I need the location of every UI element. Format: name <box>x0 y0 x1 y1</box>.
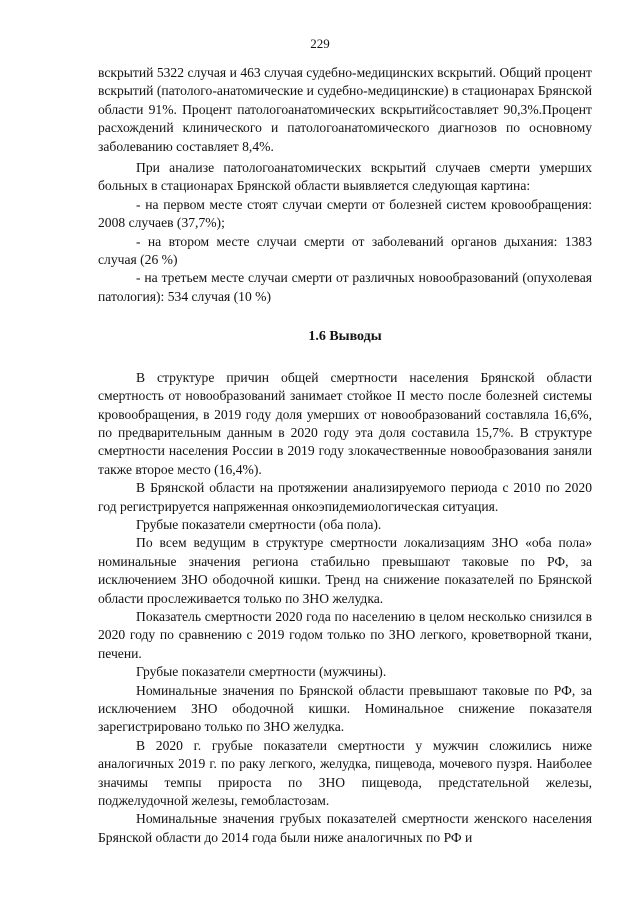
list-item-third-place: - на третьем месте случаи смерти от различных новообразований (опухолевая патология): 534 случая (10 %) <box>98 270 592 304</box>
page-number: 229 <box>310 36 330 51</box>
section-heading: 1.6 Выводы <box>308 329 382 345</box>
paragraph-men-values: Номинальные значения по Брянской области превышают таковые по РФ, за исключением ЗНО ободочной кишки. Номинальное снижение показателя зарегистрировано только по ЗНО желудка. <box>98 682 592 735</box>
subheading-both-sexes: Грубые показатели смертности (оба пола). <box>136 516 382 532</box>
list-item-second-place: - на втором месте случаи смерти от заболеваний органов дыхания: 1383 случая (26 %) <box>98 233 592 268</box>
paragraph-men-2020: В 2020 г. грубые показатели смертности у мужчин сложились ниже аналогичных 2019 г. по раку легкого, желудка, пищевода, мочевого пузря. Наиболее значимы темпы прироста по ЗНО пищевода, предстательной железы, поджелудочной железы, гемобластозам. <box>98 737 592 809</box>
paragraph-women-values: Номинальные значения грубых показателей смертности женского населения Брянской области до 2014 года были ниже аналогичных по РФ и <box>98 811 592 845</box>
list-item-first-place: - на первом месте стоят случаи смерти от болезней систем кровообращения: 2008 случаев (37,7%); <box>98 196 592 231</box>
paragraph-mortality-structure: В структуре причин общей смертности населения Брянской области смертность от новообразований занимает стойкое II место после болезней системы кровообращения, в 2019 году доля умерших от новообразований составляла 16,6%, по предварительным данным в 2020 году эта доля составила 15,7%. В структуре смертности населения России в 2019 году злокачественные новообразования заняли также второе место (16,4%). <box>98 369 592 477</box>
subheading-men: Грубые показатели смертности (мужчины). <box>136 664 387 680</box>
paragraph-oncoepidemiological-situation: В Брянской области на протяжении анализируемого периода с 2010 по 2020 год регистрируется напряженная онкоэпидемиологическая ситуация. <box>98 480 592 514</box>
page-content <box>98 64 592 847</box>
paragraph-2020-decrease: Показатель смертности 2020 года по населению в целом несколько снизился в 2020 году по сравнению с 2019 годом только по ЗНО легкого, кроветворной ткани, печени. <box>98 608 592 661</box>
paragraph-analysis-intro: При анализе патологоанатомических вскрытий случаев смерти умерших больных в стационарах Брянской области выявляется следующая картина: <box>98 160 592 194</box>
paragraph-autopsy-stats: вскрытий 5322 случая и 463 случая судебно-медицинских вскрытий. Общий процент вскрытий (патолого-анатомические и судебно-медицинские) в стационарах Брянской области 91%. Процент патологоанатомических вскрытийсоставляет 90,3%.Процент расхождений клинического и патологоанатомического диагнозов по основному заболеванию составляет 8,4%. <box>98 65 592 154</box>
paragraph-both-sexes-values: По всем ведущим в структуре смертности локализациям ЗНО «оба пола» номинальные значения региона стабильно превышают таковые по РФ, за исключением ЗНО ободочной кишки. Тренд на снижение показателей по Брянской области прослеживается только по ЗНО желудка. <box>98 535 592 606</box>
